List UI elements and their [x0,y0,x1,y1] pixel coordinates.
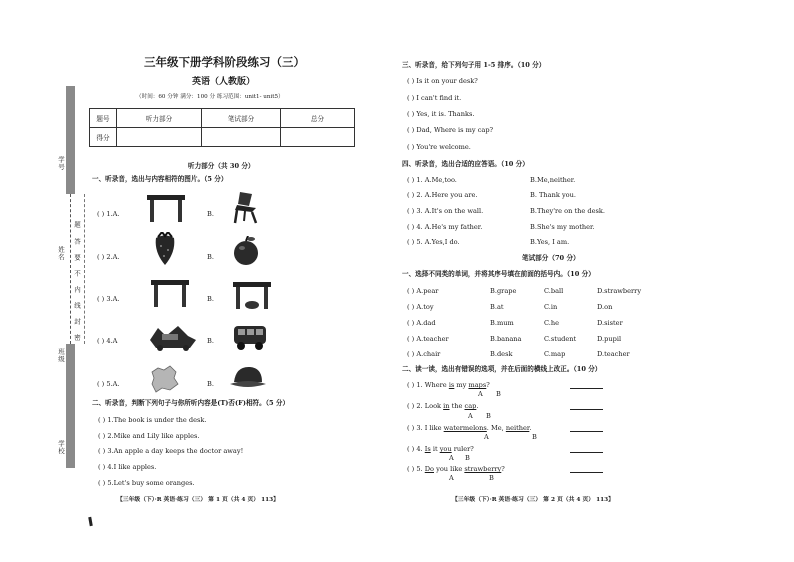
q6-prefix: ( ) 4. [407,445,425,453]
q5-option: B.grape [490,287,517,295]
student-id-label: 学号 [57,156,65,171]
apple-icon [232,236,260,266]
q6-option-b-word: maps [468,381,487,389]
score-header-cell: 总分 [281,109,355,128]
desk-icon [145,192,187,224]
q5-option: ( ) A.toy [407,303,434,311]
q1-item-b-label: B. [207,337,214,345]
q3-title: 三、听录音，给下列句子用 1-5 排序。（10 分） [402,61,546,69]
q6-marker-a: A [478,390,483,398]
q4-option-a: ( ) 2. A.Here you are. [407,191,478,199]
q6-sentence [407,445,474,453]
q6-prefix: ( ) 2. Look [407,402,444,410]
desk-with-cap-icon [232,280,272,310]
q6-middle: my [454,381,469,389]
q5-option: B.desk [490,350,513,358]
score-header-cell: 题号 [90,109,117,128]
seal-char: 内 [73,286,81,294]
q6-suffix: ? [486,381,490,389]
q5-option: C.student [544,335,577,343]
q4-option-a: ( ) 3. A.It's on the wall. [407,207,484,215]
q4-option-b: B.Yes, I am. [530,238,570,246]
school-label: 学校 [57,440,65,455]
binding-dashed-line-outer [84,194,85,344]
q5-option: C.he [544,319,560,327]
q2-item: ( ) 1.The book is under the desk. [98,416,207,424]
seal-char: 答 [73,238,81,246]
seal-char: 题 [73,221,81,229]
q6-marker-a: A [449,454,454,462]
exam-meta: （时间：60 分钟 满分：100 分 练习范围：unit1- unit5） [136,94,284,100]
q5-option: C.ball [544,287,564,295]
q6-middle: the [449,402,465,410]
q4-option-b: B.She's my mother. [530,223,595,231]
q5-option: ( ) A.dad [407,319,436,327]
score-input-cell[interactable] [117,128,202,147]
q6-correction-line[interactable] [570,409,603,410]
score-input-cell[interactable] [202,128,281,147]
desk-icon [150,278,190,308]
q5-option: D.sister [597,319,623,327]
seal-char: 线 [73,302,81,310]
q5-option: B.mum [490,319,514,327]
binding-strip-bar-top [66,86,75,194]
page-subtitle: 英语（人教版） [192,77,256,87]
q2-item: ( ) 2.Mike and Lily like apples. [98,432,200,440]
q1-item-label: ( ) 1.A. [97,210,120,218]
q6-suffix: . [529,424,532,432]
q5-option: D.pupil [597,335,622,343]
score-table [89,108,355,147]
q5-option: B.banana [490,335,522,343]
q6-correction-line[interactable] [570,388,603,389]
q3-item: ( ) Dad, Where is my cap? [407,126,494,134]
q2-item: ( ) 4.I like apples. [98,463,157,471]
q6-option-a-word: in [443,402,450,410]
score-header-cell: 听力部分 [117,109,202,128]
q1-item-b-label: B. [207,380,214,388]
q5-option: ( ) A.teacher [407,335,449,343]
q6-option-a-word: Do [424,465,434,473]
seal-char: 不 [73,270,81,278]
q6-marker-a: A [484,433,489,441]
binding-strip-bar-bottom [66,344,75,468]
class-label: 班级 [57,348,65,363]
q6-correction-line[interactable] [570,452,603,453]
q1-title: 一、听录音，选出与内容相符的图片。（5 分） [92,175,228,183]
q5-option: B.at [490,303,504,311]
q2-item: ( ) 3.An apple a day keeps the doctor away! [98,447,244,455]
map-icon [148,364,180,394]
q4-option-b: B. Thank you. [530,191,576,199]
q4-option-b: B.They're on the desk. [530,207,605,215]
q6-marker-b: B [496,390,501,398]
q6-option-b-word: strawberry [464,465,502,473]
written-header: 笔试部分（70 分） [522,254,580,262]
q6-correction-line[interactable] [570,431,603,432]
q6-title: 二、读一读，选出有错误的选项，并在后面的横线上改正。（10 分） [402,365,602,373]
q6-sentence [407,424,531,432]
q6-option-b-word: neither [505,424,530,432]
q6-marker-b: B [532,433,537,441]
page-footer: 【三年级（下）·R 英语·练习（三） 第 1 页（共 4 页） 113】 [117,497,279,503]
q6-sentence [407,465,505,473]
q5-option: D.teacher [597,350,630,358]
q2-item: ( ) 5.Let's buy some oranges. [98,479,195,487]
q4-title: 四、听录音，选出合适的应答语。（10 分） [402,160,529,168]
q6-middle: it [430,445,440,453]
q1-item-label: ( ) 4.A [97,337,118,345]
listening-header: 听力部分（共 30 分） [188,162,255,170]
q4-option-a: ( ) 5. A.Yes,I do. [407,238,460,246]
scan-mark [88,517,93,526]
q6-option-a-word: watermelons [443,424,487,432]
q6-option-a-word: is [448,381,455,389]
q6-sentence [407,402,478,410]
q1-item-label: ( ) 2.A. [97,253,120,261]
q6-suffix: ? [501,465,505,473]
seal-char: 要 [73,254,81,262]
q5-option: C.in [544,303,558,311]
binding-dashed-line [70,194,71,344]
q6-suffix: . [476,402,479,410]
q6-suffix: ruler? [451,445,474,453]
cap-icon [228,364,268,392]
bus-icon [232,322,268,352]
q6-marker-b: B [486,412,491,420]
q6-option-b-word: you [439,445,452,453]
q6-prefix: ( ) 3. I like [407,424,444,432]
q5-option: D.on [597,303,613,311]
score-input-cell[interactable] [281,128,355,147]
q6-sentence [407,381,490,389]
boat-icon [148,322,198,352]
score-header-cell: 笔试部分 [202,109,281,128]
chair-icon [232,190,262,224]
seal-char: 封 [73,318,81,326]
q5-option: ( ) A.pear [407,287,439,295]
q5-title: 一、选择不同类的单词，并将其序号填在前面的括号内。（10 分） [402,270,595,278]
q3-item: ( ) I can't find it. [407,94,462,102]
strawberry-icon [152,232,178,266]
score-label-cell: 得分 [90,128,117,147]
q6-option-b-word: cap [464,402,477,410]
q5-option: C.map [544,350,566,358]
q3-item: ( ) You're welcome. [407,143,471,151]
q3-item: ( ) Yes, it is. Thanks. [407,110,475,118]
q6-marker-a: A [468,412,473,420]
q1-item-b-label: B. [207,295,214,303]
q4-option-b: B.Me,neither. [530,176,576,184]
q2-title: 二、听录音，判断下列句子与你所听内容是(T)否(F)相符。（5 分） [92,399,290,407]
q6-middle: . Me, [486,424,506,432]
q6-prefix: ( ) 5. [407,465,425,473]
q4-option-a: ( ) 1. A.Me,too. [407,176,457,184]
q6-option-a-word: Is [424,445,431,453]
page-title: 三年级下册学科阶段练习（三） [144,55,305,69]
q3-item: ( ) Is it on your desk? [407,77,478,85]
q6-correction-line[interactable] [570,472,603,473]
seal-char: 密 [73,334,81,342]
q1-item-label: ( ) 3.A. [97,295,120,303]
q5-option: D.strawberry [597,287,642,295]
q5-option: ( ) A.chair [407,350,441,358]
q6-prefix: ( ) 1. Where [407,381,449,389]
page-footer: 【三年级（下）·R 英语·练习（三） 第 2 页（共 4 页） 113】 [452,497,614,503]
q1-item-label: ( ) 5.A. [97,380,120,388]
q6-marker-b: B [489,474,494,482]
q4-option-a: ( ) 4. A.He's my father. [407,223,483,231]
q6-middle: you like [434,465,465,473]
q1-item-b-label: B. [207,210,214,218]
q1-item-b-label: B. [207,253,214,261]
student-name-label: 姓名 [57,246,65,261]
q6-marker-b: B [465,454,470,462]
q6-marker-a: A [449,474,454,482]
